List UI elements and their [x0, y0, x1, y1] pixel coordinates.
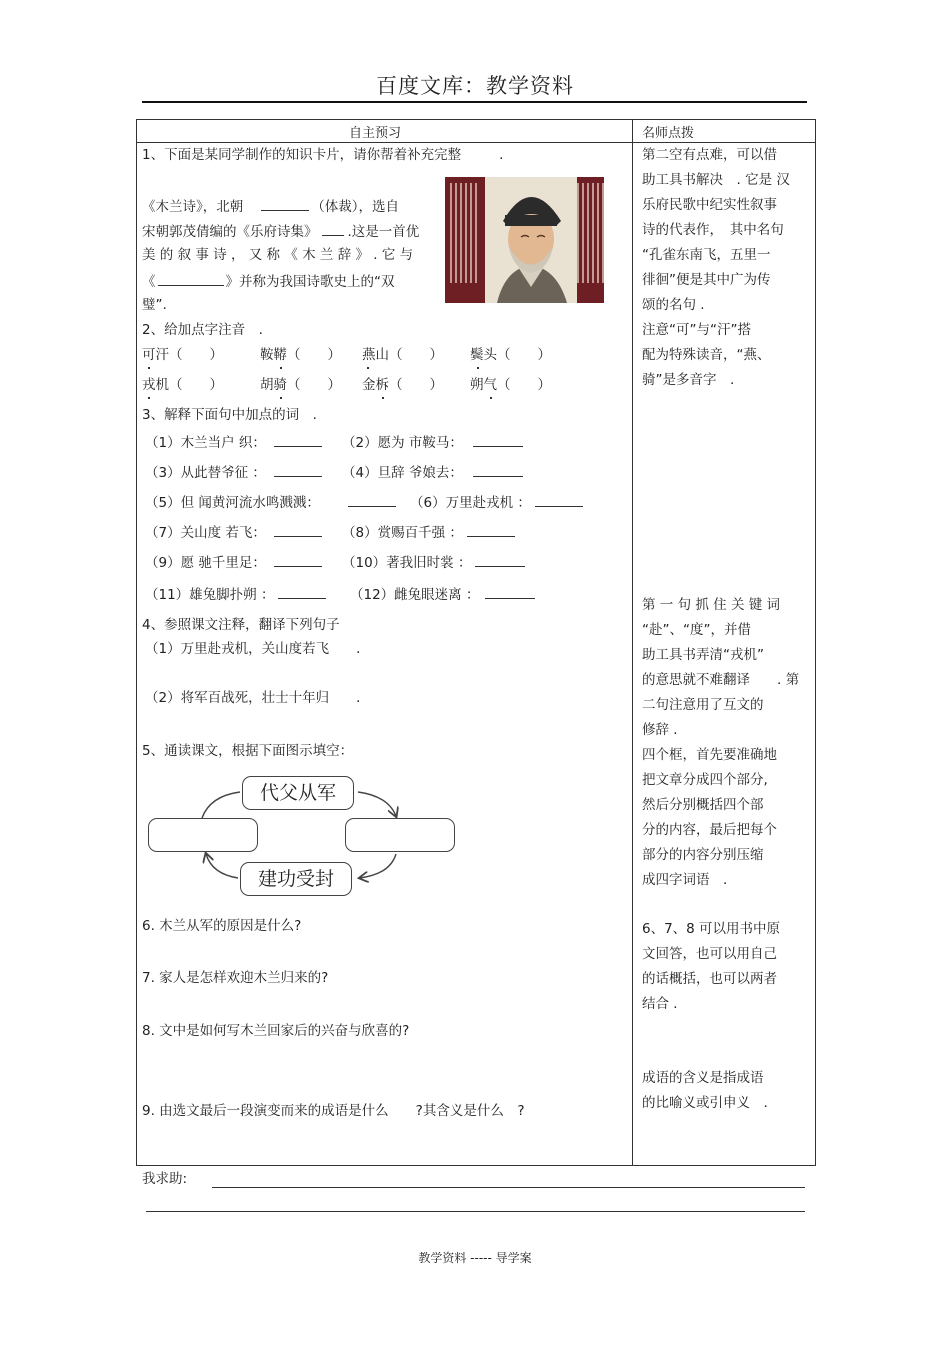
- q3-blank-11[interactable]: [278, 584, 326, 599]
- page-header-title: 百度文库：教学资料: [376, 74, 574, 98]
- q1-blank-gap: [322, 221, 344, 236]
- q3-blank-12[interactable]: [485, 584, 535, 599]
- q3-item-8: （8）赏赐百千强 ：: [342, 522, 515, 542]
- emphasis-dot: [367, 367, 369, 369]
- help-line-1[interactable]: [212, 1187, 805, 1188]
- q8-question: 8. 文中是如何写木兰回家后的兴奋与欣喜的?: [142, 1023, 410, 1039]
- tip-6: 成语的含义是指成语 的比喻义或引申义 .: [642, 1070, 768, 1111]
- help-label: 我求助:: [142, 1171, 188, 1187]
- q3-item-4: （4）旦辞 爷娘去：: [342, 462, 523, 482]
- q3-blank-4[interactable]: [473, 462, 523, 477]
- q3-item-7: （7）关山度 若飞：: [145, 522, 322, 542]
- tip-2: 注意“可”与“汗”搭 配为特殊读音，“燕、 骑”是多音字 .: [642, 322, 771, 388]
- q1-line3: 美 的 叙 事 诗 ， 又 称 《 木 兰 辞 》 . 它 与: [142, 247, 414, 263]
- q4-title: 4、参照课文注释，翻译下列句子: [142, 617, 340, 633]
- flow-box-left[interactable]: [148, 818, 258, 852]
- q2-title: 2、给加点字注音 .: [142, 322, 263, 338]
- emphasis-dot: [477, 367, 479, 369]
- q1-line5: 璧”.: [142, 297, 167, 313]
- q3-item-2: （2）愿为 市鞍马：: [342, 432, 523, 452]
- tip-1: 第二空有点难，可以借 助工具书解决 . 它是 汉 乐府民歌中纪实性叙事 诗的代表作， 其中名句 “孔雀东南飞，五里一 徘徊”便是其中广为传 颂的名句 .: [642, 147, 790, 313]
- flow-box-top: 代父从军: [242, 776, 354, 810]
- q3-item-12: （12）雌兔眼迷离 ：: [350, 584, 535, 604]
- q1-blank-genre[interactable]: [261, 196, 309, 211]
- emphasis-dot: [148, 397, 150, 399]
- q3-item-1: （1）木兰当户 织：: [145, 432, 322, 452]
- q2-item-6: 胡骑（ ）: [260, 377, 341, 393]
- q3-blank-2[interactable]: [473, 432, 523, 447]
- q9-question: 9. 由选文最后一段演变而来的成语是什么 ?其含义是什么 ?: [142, 1103, 525, 1119]
- tip-4: 四个框，首先要准确地 把文章分成四个部分, 然后分别概括四个部 分的内容，最后把每个 部分的内容分别压缩 成四字词语 .: [642, 747, 777, 888]
- column-divider: [632, 120, 633, 1165]
- q1-title: 1、下面是某同学制作的知识卡片，请你帮着补充完整 .: [142, 147, 504, 163]
- q3-blank-6[interactable]: [535, 492, 583, 507]
- help-line-2[interactable]: [146, 1211, 805, 1212]
- q3-blank-8[interactable]: [467, 522, 515, 537]
- q4-sentence-1: （1）万里赴戎机，关山度若飞 .: [145, 641, 361, 657]
- emphasis-dot: [490, 397, 492, 399]
- flow-box-bottom: 建功受封: [240, 862, 352, 896]
- q3-blank-9[interactable]: [274, 552, 322, 567]
- q3-item-11: （11）雄兔脚扑朔 ：: [145, 584, 326, 604]
- q3-item-9: （9）愿 驰千里足：: [145, 552, 322, 572]
- q1-blank-title[interactable]: [158, 271, 224, 286]
- q3-blank-5[interactable]: [348, 492, 396, 507]
- q3-title: 3、解释下面句中加点的词 .: [142, 407, 317, 423]
- flow-box-right[interactable]: [345, 818, 455, 852]
- q3-blank-3[interactable]: [274, 462, 322, 477]
- q3-blank-10[interactable]: [475, 552, 525, 567]
- q3-blank-1[interactable]: [274, 432, 322, 447]
- q2-item-5: 戎机（ ）: [142, 377, 223, 393]
- q3-item-3: （3）从此替爷征 ：: [145, 462, 322, 482]
- emphasis-dot: [148, 367, 150, 369]
- q1-line4: 《 》并称为我国诗歌史上的“双: [142, 271, 395, 291]
- emphasis-dot: [280, 397, 282, 399]
- q5-title: 5、通读课文，根据下面图示填空：: [142, 743, 354, 759]
- q2-item-8: 朔气（ ）: [470, 377, 551, 393]
- emphasis-dot: [382, 397, 384, 399]
- tip-5: 6、7、8 可以用书中原 文回答，也可以用自己 的话概括，也可以两者 结合 .: [642, 921, 781, 1012]
- column-header-preview: 自主预习: [349, 126, 402, 141]
- q6-question: 6. 木兰从军的原因是什么?: [142, 918, 302, 934]
- q3-item-6: （6）万里赴戎机 ：: [410, 492, 583, 512]
- q1-line1: 《木兰诗》，北朝 （体裁），选自: [142, 196, 399, 216]
- header-rule: [142, 101, 807, 103]
- q2-item-4: 鬓头（ ）: [470, 347, 551, 363]
- q2-item-1: 可汗（ ）: [142, 347, 223, 363]
- emphasis-dot: [280, 367, 282, 369]
- mulan-portrait-image: [445, 177, 604, 303]
- q2-item-7: 金柝（ ）: [362, 377, 443, 393]
- q7-question: 7. 家人是怎样欢迎木兰归来的?: [142, 970, 329, 986]
- q4-sentence-2: （2）将军百战死，壮士十年归 .: [145, 690, 361, 706]
- q3-blank-7[interactable]: [274, 522, 322, 537]
- q1-line2: 宋朝郭茂倩编的《乐府诗集》 .这是一首优: [142, 221, 419, 241]
- column-header-tips: 名师点拨: [642, 126, 695, 141]
- q2-item-2: 鞍鞯（ ）: [260, 347, 341, 363]
- q3-item-5: （5）但 闻黄河流水鸣溅溅：: [145, 492, 396, 512]
- tip-3: 第 一 句 抓 住 关 键 词 “赴”、“度”，并借 助工具书弄清“戎机” 的意思就不难翻译 . 第 二句注意用了互文的 修辞 .: [642, 597, 800, 738]
- page-footer: 教学资料 ----- 导学案: [418, 1251, 532, 1265]
- q3-item-10: （10）著我旧时裳 ：: [342, 552, 525, 572]
- q2-item-3: 燕山（ ）: [362, 347, 443, 363]
